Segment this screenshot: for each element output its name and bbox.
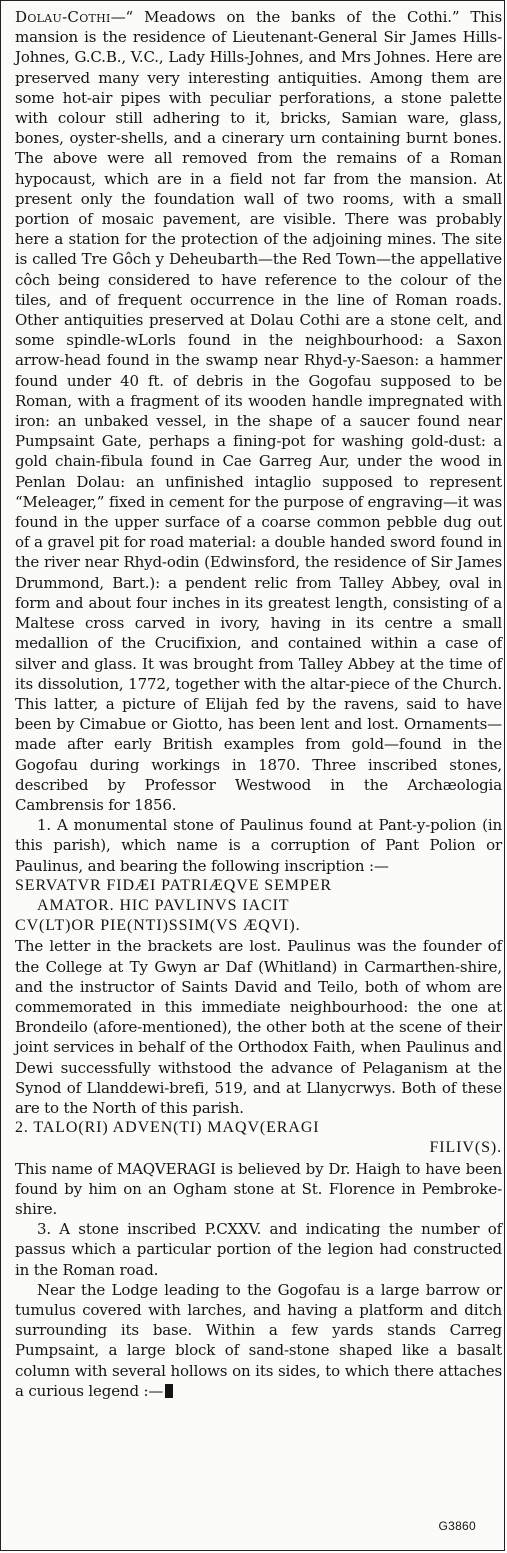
inscription-line-3: CV(LT)OR PIE(NTI)SSIM(VS ÆQVI). xyxy=(15,917,301,935)
closing-paragraph xyxy=(15,1280,502,1401)
reference-code: G3860 xyxy=(438,1518,476,1533)
item-2-inscription-line-2: FILIV(S). xyxy=(429,1139,502,1157)
item-2-inscription-line-1: 2. TALO(RI) ADVEN(TI) MAQV(ERAGI xyxy=(15,1119,320,1137)
item-2-commentary: This name of MAQVERAGI is believed by Dr. Haigh to have been found by him on an Ogham stone at St. Florence in Pembroke-shire. xyxy=(15,1159,502,1218)
item-1-commentary: The letter in the brackets are lost. Paulinus was the founder of the College at Ty Gwyn ar Daf (Whitland) in Carmarthen-shire, and the instructor of Saints David and Teilo, both of whom are commemorated in this immediate neighbourhood: the one at Brondeilo (afore-mentioned), the other both at the scene of their joint services in behalf of the Orthodox Faith, when Paulinus and Dewi successfully withstood the advance of Pelaganism at the Synod of Llanddewi-brefi, 519, and at Llanycrwys. Both of these are to the North of this parish. xyxy=(15,937,502,1117)
item-1-paragraph: 1. A monumental stone of Paulinus found at Pant-y-polion (in this parish), which name is a corruption of Pant Polion or Paulinus, and bearing the following inscription :— xyxy=(15,816,502,875)
closing-text: Near the Lodge leading to the Gogofau is a large barrow or tumulus covered with larches, and having a platform and ditch surrounding its base. Within a few yards stands Carreg Pumpsaint, a large block of sand-stone shaped like a basalt column with several hollows on its sides, to which there attaches a curious legend :— xyxy=(15,1280,502,1400)
inscription-line-2: AMATOR. HIC PAVLINVS IACIT xyxy=(37,896,290,914)
intro-paragraph xyxy=(15,7,502,815)
article-column xyxy=(1,7,506,1401)
end-mark-icon xyxy=(165,1384,173,1398)
intro-heading: Dolau-Cothi xyxy=(15,8,111,26)
item-3-paragraph: 3. A stone inscribed P.CXXV. and indicating the number of passus which a particular portion of the legion had constructed in the Roman road. xyxy=(15,1220,502,1279)
intro-body: —“ Meadows on the banks of the Cothi.” This mansion is the residence of Lieutenant-General Sir James Hills-Johnes, G.C.B., V.C., Lady Hills-Johnes, and Mrs Johnes. Here are preserved many very interesting antiquities. Among them are some hot-air pipes with peculiar perforations, a stone palette with colour still adhering to it, bricks, Samian ware, glass, bones, oyster-shells, and a cinerary urn containing burnt bones. The above were all removed from the remains of a Roman hypocaust, which are in a field not far from the mansion. At present only the foundation wall of two rooms, with a small portion of mosaic pavement, are visible. There was probably here a station for the protection of the adjoining mines. The site is called Tre Gôch y Deheubarth—the Red Town—the appellative côch being considered to have reference to the colour of the tiles, and of frequent occurrence in the line of Roman roads. Other antiquities preserved at Dolau Cothi are a stone celt, and some spindle-wLorls found in the neighbourhood: a Saxon arrow-head found in the swamp near Rhyd-y-Saeson: a hammer found under 40 ft. of debris in the Gogofau supposed to be Roman, with a fragment of its wooden handle impregnated with iron: an unbaked vessel, in the shape of a saucer found near Pumpsaint Gate, perhaps a fining-pot for washing gold-dust: a gold chain-fibula found in Cae Garreg Aur, under the wood in Penlan Dolau: an unfinished intaglio supposed to represent “Meleager,” fixed in cement for the purpose of engraving—it was found in the upper surface of a coarse common pebble dug out of a gravel pit for road material: a double handed sword found in the river near Rhyd-odin (Edwinsford, the residence of Sir James Drummond, Bart.): a pendent relic from Talley Abbey, oval in form and about four inches in its greatest length, consisting of a Maltese cross carved in ivory, having in its centre a small medallion of the Crucifixion, and contained within a case of silver and glass. It was brought from Talley Abbey at the time of its dissolution, 1772, together with the altar-piece of the Church. This latter, a picture of Elijah fed by the ravens, said to have been by Cimabue or Giotto, has been lent and lost. Ornaments—made after early British examples from gold—found in the Gogofau during workings in 1870. Three inscribed stones, described by Professor Westwood in the Archæologia Cambrensis for 1856. xyxy=(15,8,502,814)
inscription-line-1: SERVATVR FIDÆI PATRIÆQVE SEMPER xyxy=(15,876,332,894)
